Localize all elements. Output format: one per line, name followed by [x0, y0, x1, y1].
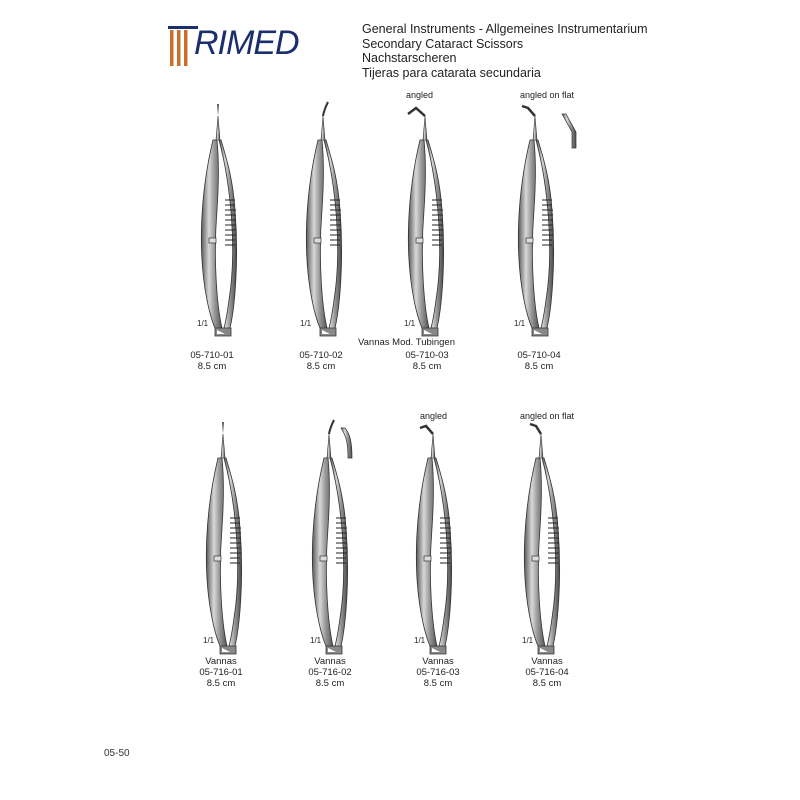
tip-label: angled — [420, 411, 448, 421]
product-size: 8.5 cm — [206, 678, 236, 689]
brand-name: RIMED — [194, 24, 299, 62]
product-size: 8.5 cm — [532, 678, 562, 689]
tip-label: angled on flat — [520, 411, 575, 421]
tip-label: angled on flat — [520, 90, 575, 100]
product-label — [512, 656, 582, 689]
product-code: 05-716-03 — [416, 667, 460, 678]
product-label — [504, 350, 574, 372]
scissors-image — [402, 100, 452, 340]
header-line-1: General Instruments - Allgemeines Instrumentarium — [362, 22, 648, 36]
product-label — [295, 656, 365, 689]
product-label — [286, 350, 356, 372]
header-line-4: Tijeras para catarata secundaria — [362, 65, 541, 80]
tip-label: angled — [406, 90, 434, 100]
product-name: Vannas — [422, 656, 454, 667]
scissors-image — [518, 418, 568, 658]
product-label — [392, 350, 462, 372]
product-code: 05-710-03 — [405, 350, 449, 361]
product-code: 05-716-01 — [199, 667, 243, 678]
product-code: 05-716-02 — [308, 667, 352, 678]
product-size: 8.5 cm — [197, 361, 227, 372]
scissors-image — [200, 418, 250, 658]
tip-detail-image — [558, 112, 584, 152]
scale-label: 1/1 — [300, 319, 312, 328]
product-name: Vannas — [531, 656, 563, 667]
scale-label: 1/1 — [197, 319, 209, 328]
scale-label: 1/1 — [414, 636, 426, 645]
product-size: 8.5 cm — [423, 678, 453, 689]
brand-logo — [168, 20, 308, 72]
scale-label: 1/1 — [522, 636, 534, 645]
scissors-image — [512, 100, 562, 340]
page-number: 05-50 — [104, 748, 130, 759]
product-name: Vannas — [314, 656, 346, 667]
product-code: 05-710-04 — [517, 350, 561, 361]
header-line-2: Secondary Cataract Scissors — [362, 36, 524, 51]
scale-label: 1/1 — [514, 319, 526, 328]
header-line-3: Nachstarscheren — [362, 51, 457, 65]
scale-label: 1/1 — [404, 319, 416, 328]
product-code: 05-716-04 — [525, 667, 569, 678]
tip-detail-image — [338, 426, 358, 462]
product-code: 05-710-02 — [299, 350, 343, 361]
product-code: 05-710-01 — [190, 350, 234, 361]
product-label — [403, 656, 473, 689]
product-size: 8.5 cm — [306, 361, 336, 372]
product-size: 8.5 cm — [524, 361, 554, 372]
scale-label: 1/1 — [310, 636, 322, 645]
product-name: Vannas — [205, 656, 237, 667]
scissors-image — [300, 100, 350, 340]
product-size: 8.5 cm — [412, 361, 442, 372]
series-subtitle: Vannas Mod. Tubingen — [358, 337, 456, 348]
scissors-image — [410, 418, 460, 658]
scale-label: 1/1 — [203, 636, 215, 645]
scissors-image — [195, 100, 245, 340]
catalog-header — [362, 22, 648, 80]
product-label — [186, 656, 256, 689]
product-label — [177, 350, 247, 372]
product-size: 8.5 cm — [315, 678, 345, 689]
